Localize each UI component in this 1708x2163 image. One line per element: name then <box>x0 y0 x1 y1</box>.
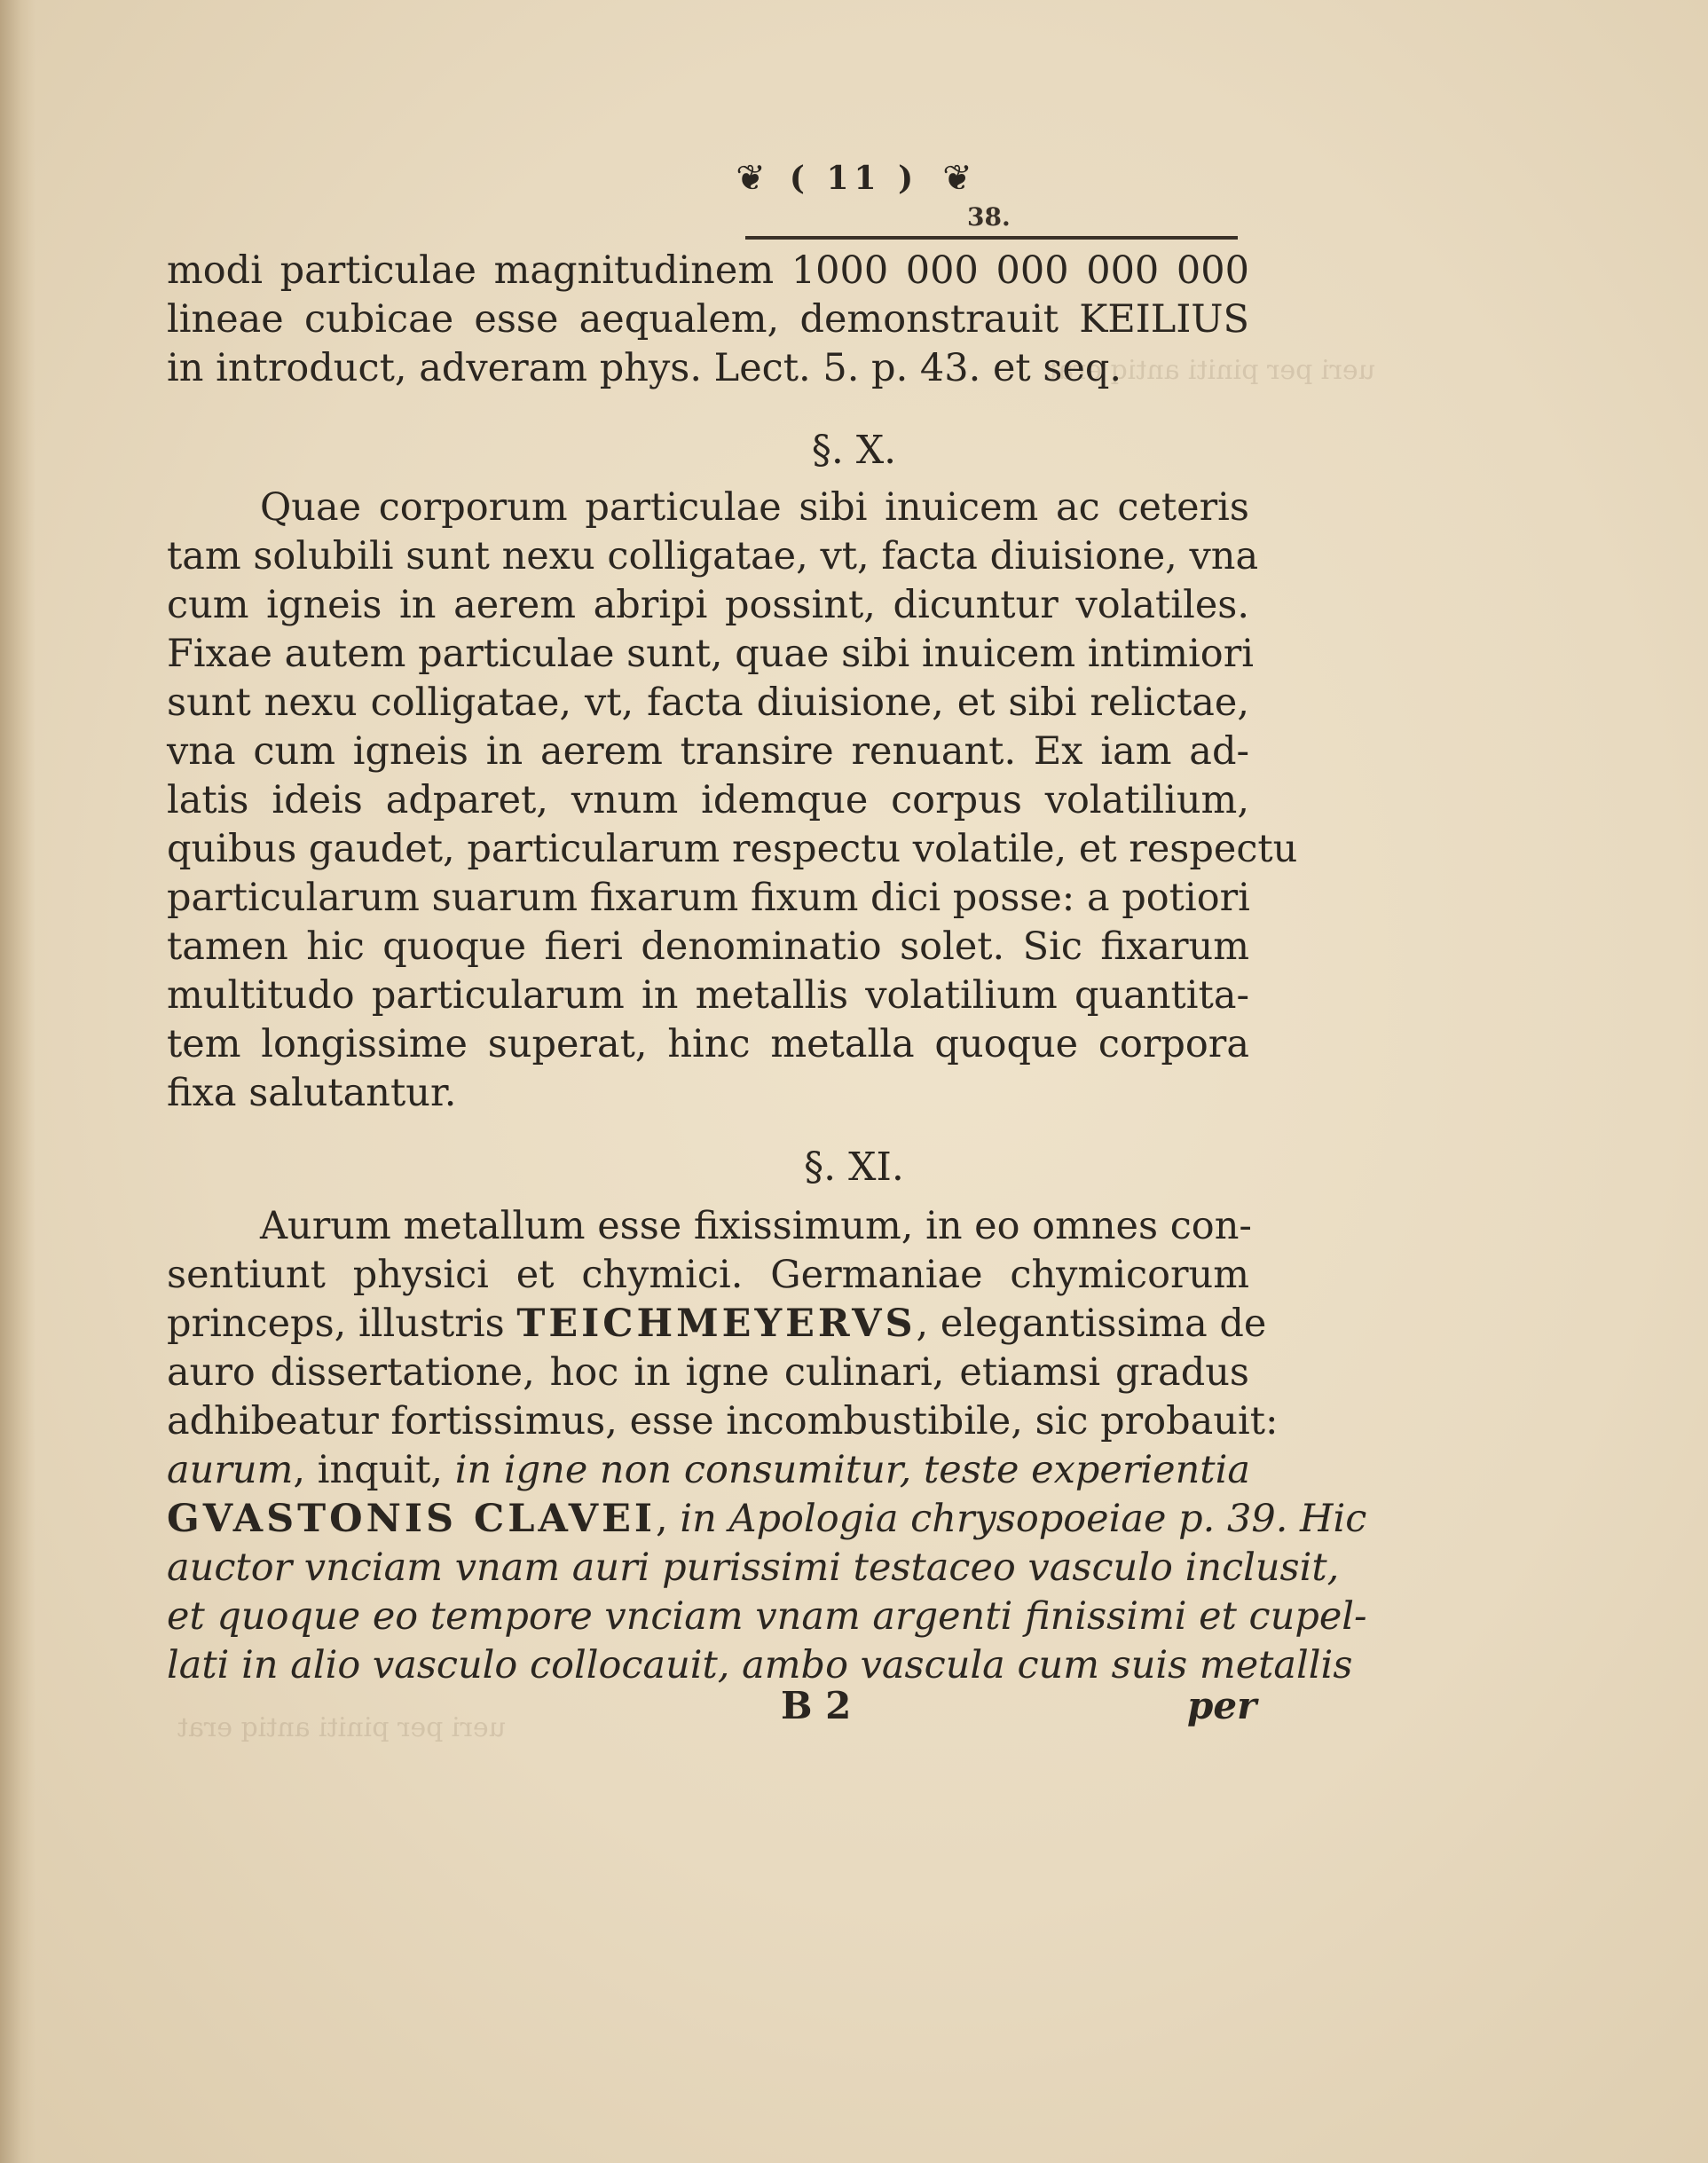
section-heading-x: §. X. <box>811 428 897 473</box>
author-name-smallcaps: GVASTONIS CLAVEI <box>167 1497 657 1541</box>
text-line: auro dissertatione, hoc in igne culinari, etiamsi gradus <box>167 1350 1249 1395</box>
paragraph-continuation <box>167 247 1249 393</box>
text-line: sentiunt physici et chymici. Germaniae chymicorum <box>167 1253 1249 1297</box>
text-line: sunt nexu colligatae, vt, facta diuisione, et sibi relictae, <box>167 680 1249 725</box>
show-through-text: ueri per piniti antiq erat <box>1047 355 1375 386</box>
text-line: quibus gaudet, particularum respectu volatile, et respectu <box>167 827 1298 871</box>
ornament-right-icon: ❦ <box>942 158 972 199</box>
handwritten-annotation: 38. <box>967 202 1011 232</box>
text-line: princeps, illustris TEICHMEYERVS, elegantissima de <box>167 1302 1267 1346</box>
text-line: lineae cubicae esse aequalem, demonstrauit KEILIUS <box>167 297 1249 342</box>
text-line: latis ideis adparet, vnum idemque corpus volatilium, <box>167 778 1249 822</box>
text-line: adhibeatur fortissimus, esse incombustibile, sic probauit: <box>167 1399 1279 1443</box>
catchword: per <box>1187 1684 1257 1727</box>
running-header <box>0 158 1708 211</box>
show-through-text: ueri per piniti antiq erat <box>177 1712 506 1743</box>
text-line: et quoque eo tempore vnciam vnam argenti finissimi et cupel- <box>167 1594 1367 1639</box>
signature-mark: B 2 <box>781 1684 852 1727</box>
text-line: aurum, inquit, in igne non consumitur, teste experientia <box>167 1448 1250 1492</box>
text-line: particularum suarum fixarum fixum dici posse: a potiori <box>167 876 1250 920</box>
page-number: ( 11 ) <box>789 160 919 197</box>
text-line: modi particulae magnitudinem 1000 000 000 000 000 <box>167 248 1249 293</box>
text-line: fixa salutantur. <box>167 1071 457 1115</box>
page-gutter-shadow <box>0 0 35 2163</box>
text-line: cum igneis in aerem abripi possint, dicuntur volatiles. <box>167 583 1249 627</box>
text-line: multitudo particularum in metallis volatilium quantita- <box>167 973 1249 1018</box>
text-line: GVASTONIS CLAVEI, in Apologia chrysopoeiae p. 39. Hic <box>167 1497 1367 1541</box>
text-line: tam solubili sunt nexu colligatae, vt, facta diuisione, vna <box>167 534 1259 578</box>
text-line: vna cum igneis in aerem transire renuant. Ex iam ad- <box>167 729 1249 774</box>
annotation-underline <box>745 236 1238 240</box>
author-name-smallcaps: TEICHMEYERVS <box>516 1302 917 1346</box>
section-xi-paragraph <box>167 1202 1367 1690</box>
text-line: Aurum metallum esse fixissimum, in eo omnes con- <box>260 1204 1252 1248</box>
section-heading-xi: §. XI. <box>804 1144 904 1190</box>
text-line: Fixae autem particulae sunt, quae sibi inuicem intimiori <box>167 632 1254 676</box>
section-x-paragraph <box>167 484 1298 1118</box>
text-line: tamen hic quoque fieri denominatio solet. Sic fixarum <box>167 924 1249 969</box>
text-line: tem longissime superat, hinc metalla quoque corpora <box>167 1022 1249 1066</box>
text-line: lati in alio vasculo collocauit, ambo vascula cum suis metallis <box>167 1643 1353 1687</box>
text-line: auctor vnciam vnam auri purissimi testaceo vasculo inclusit, <box>167 1546 1340 1590</box>
text-line: in introduct, adveram phys. Lect. 5. p. 43. et seq. <box>167 346 1122 390</box>
ornament-left-icon: ❦ <box>736 158 766 199</box>
text-line: Quae corporum particulae sibi inuicem ac ceteris <box>260 485 1249 530</box>
